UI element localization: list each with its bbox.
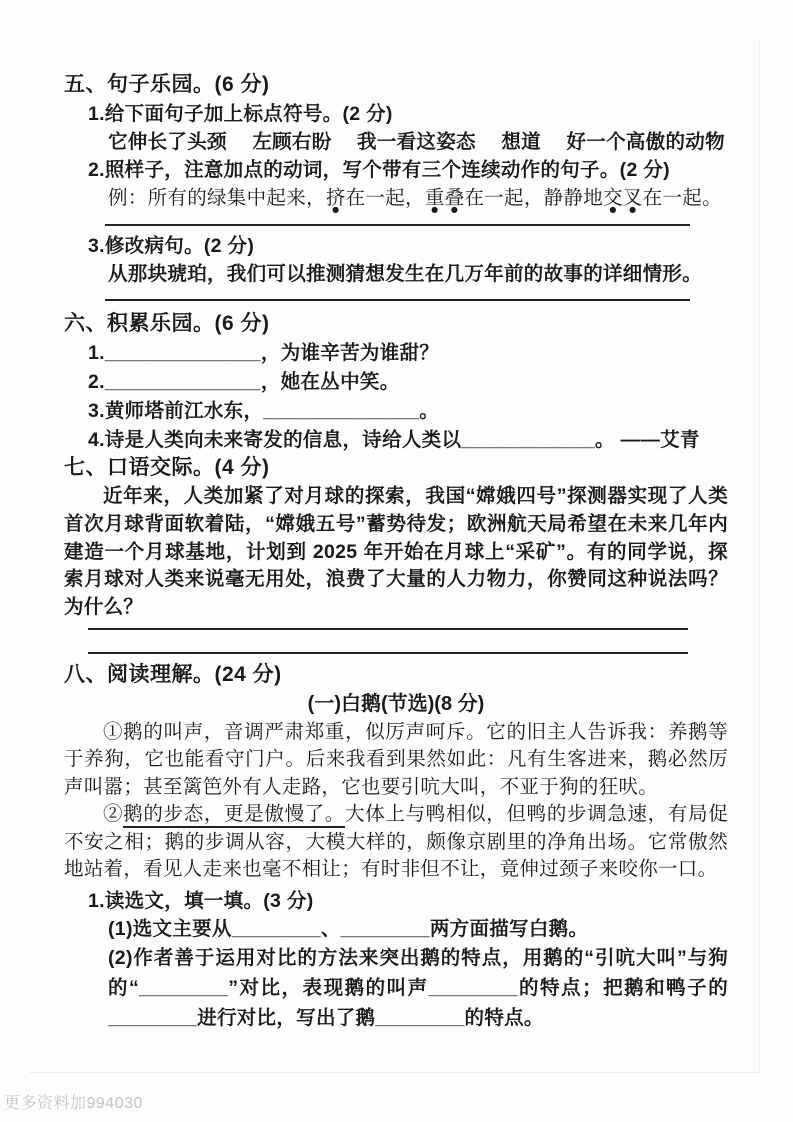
section-6-item-3: 3.黄师塔前江水东，______________。 [88,400,440,422]
section-8-heading: 八、阅读理解。(24 分) [64,662,282,686]
section-8-q1-sub2: (2)作者善于运用对比的方法来突出鹅的特点，用鹅的“引吭大叫”与狗的“________”对比，表现鹅的叫声________的特点；把鹅和鸭子的________进行对比，写出了鹅________的特点。 [108,946,728,1029]
scan-artifact-vertical-line [759,40,760,1073]
section-5-heading: 五、句子乐园。(6 分) [64,73,270,96]
section-6-item-1: 1.______________，为谁辛苦为谁甜？ [88,342,440,364]
answer-line-7-1 [88,628,688,630]
answer-line-7-2 [88,652,688,654]
section-7-heading: 七、口语交际。(4 分) [64,456,270,479]
section-8-q1-sub1: (1)选文主要从________、________两方面描写白鹅。 [108,917,589,940]
section-7-paragraph: 近年来，人类加紧了对月球的探索，我国“嫦娥四号”探测器实现了人类首次月球背面软着陆，“嫦娥五号”蓄势待发；欧洲航天局希望在未来几年内建造一个月球基地，计划到 2025 年开始在月球上“采矿”。有的同学说，探索月球对人类来说毫无用处，浪费了大量的人力物力，你赞同这种说法吗？ 为什么？ [64,485,728,619]
section-5-q1-sentence: 它伸长了头颈 左顾右盼 我一看这姿态 想道 好一个高傲的动物 [108,131,725,153]
exam-body [64,70,728,1033]
section-5-q3-sentence: 从那块琥珀，我们可以推测猜想发生在几万年前的故事的详细情形。 [108,263,703,285]
answer-line-q2 [105,224,690,226]
section-5-q2-label: 2.照样子，注意加点的动词，写个带有三个连续动作的句子。(2 分) [88,159,670,181]
section-6-heading: 六、积累乐园。(6 分) [64,312,270,335]
reading-passage-paragraph-2: ②鹅的步态，更是傲慢了。大体上与鸭相似，但鸭的步调急速，有局促不安之相；鹅的步调从容，大模大样的，颇像京剧里的净角出场。它常傲然地站着，看见人走来也毫不相让；有时非但不让，竟伸过颈子来咬你一口。 [64,802,728,881]
section-6-item-4: 4.诗是人类向未来寄发的信息，诗给人类以____________。 ——艾青 [88,429,700,451]
section-8-q1-label: 1.读选文，填一填。(3 分) [88,889,314,912]
reading-passage-paragraph-1: ①鹅的叫声，音调严肃郑重，似厉声呵斥。它的旧主人告诉我：养鹅等于养狗，它也能看守门户。后来我看到果然如此：凡有生客进来，鹅必然厉声叫嚣；甚至篱笆外有人走路，它也要引吭大叫，不亚于狗的狂吠。 [64,719,728,798]
footer-watermark: 更多资料加994030 [4,1095,143,1112]
section-5-q2-example-sentence: 例：所有的绿集中起来，挤 ●在一起，重 ●叠 ●在一起，静静地交 ●叉 ●在一起。 [108,184,728,212]
section-5-q3-label: 3.修改病句。(2 分) [88,235,255,257]
reading-passage-title: (一)白鹅(节选)(8 分) [307,692,485,715]
section-5-q1-label: 1.给下面句子加上标点符号。(2 分) [88,103,393,125]
section-6-item-2: 2.______________，她在丛中笑。 [88,371,400,393]
scan-artifact-horizontal-line [30,1072,759,1073]
answer-line-q3 [105,299,690,301]
